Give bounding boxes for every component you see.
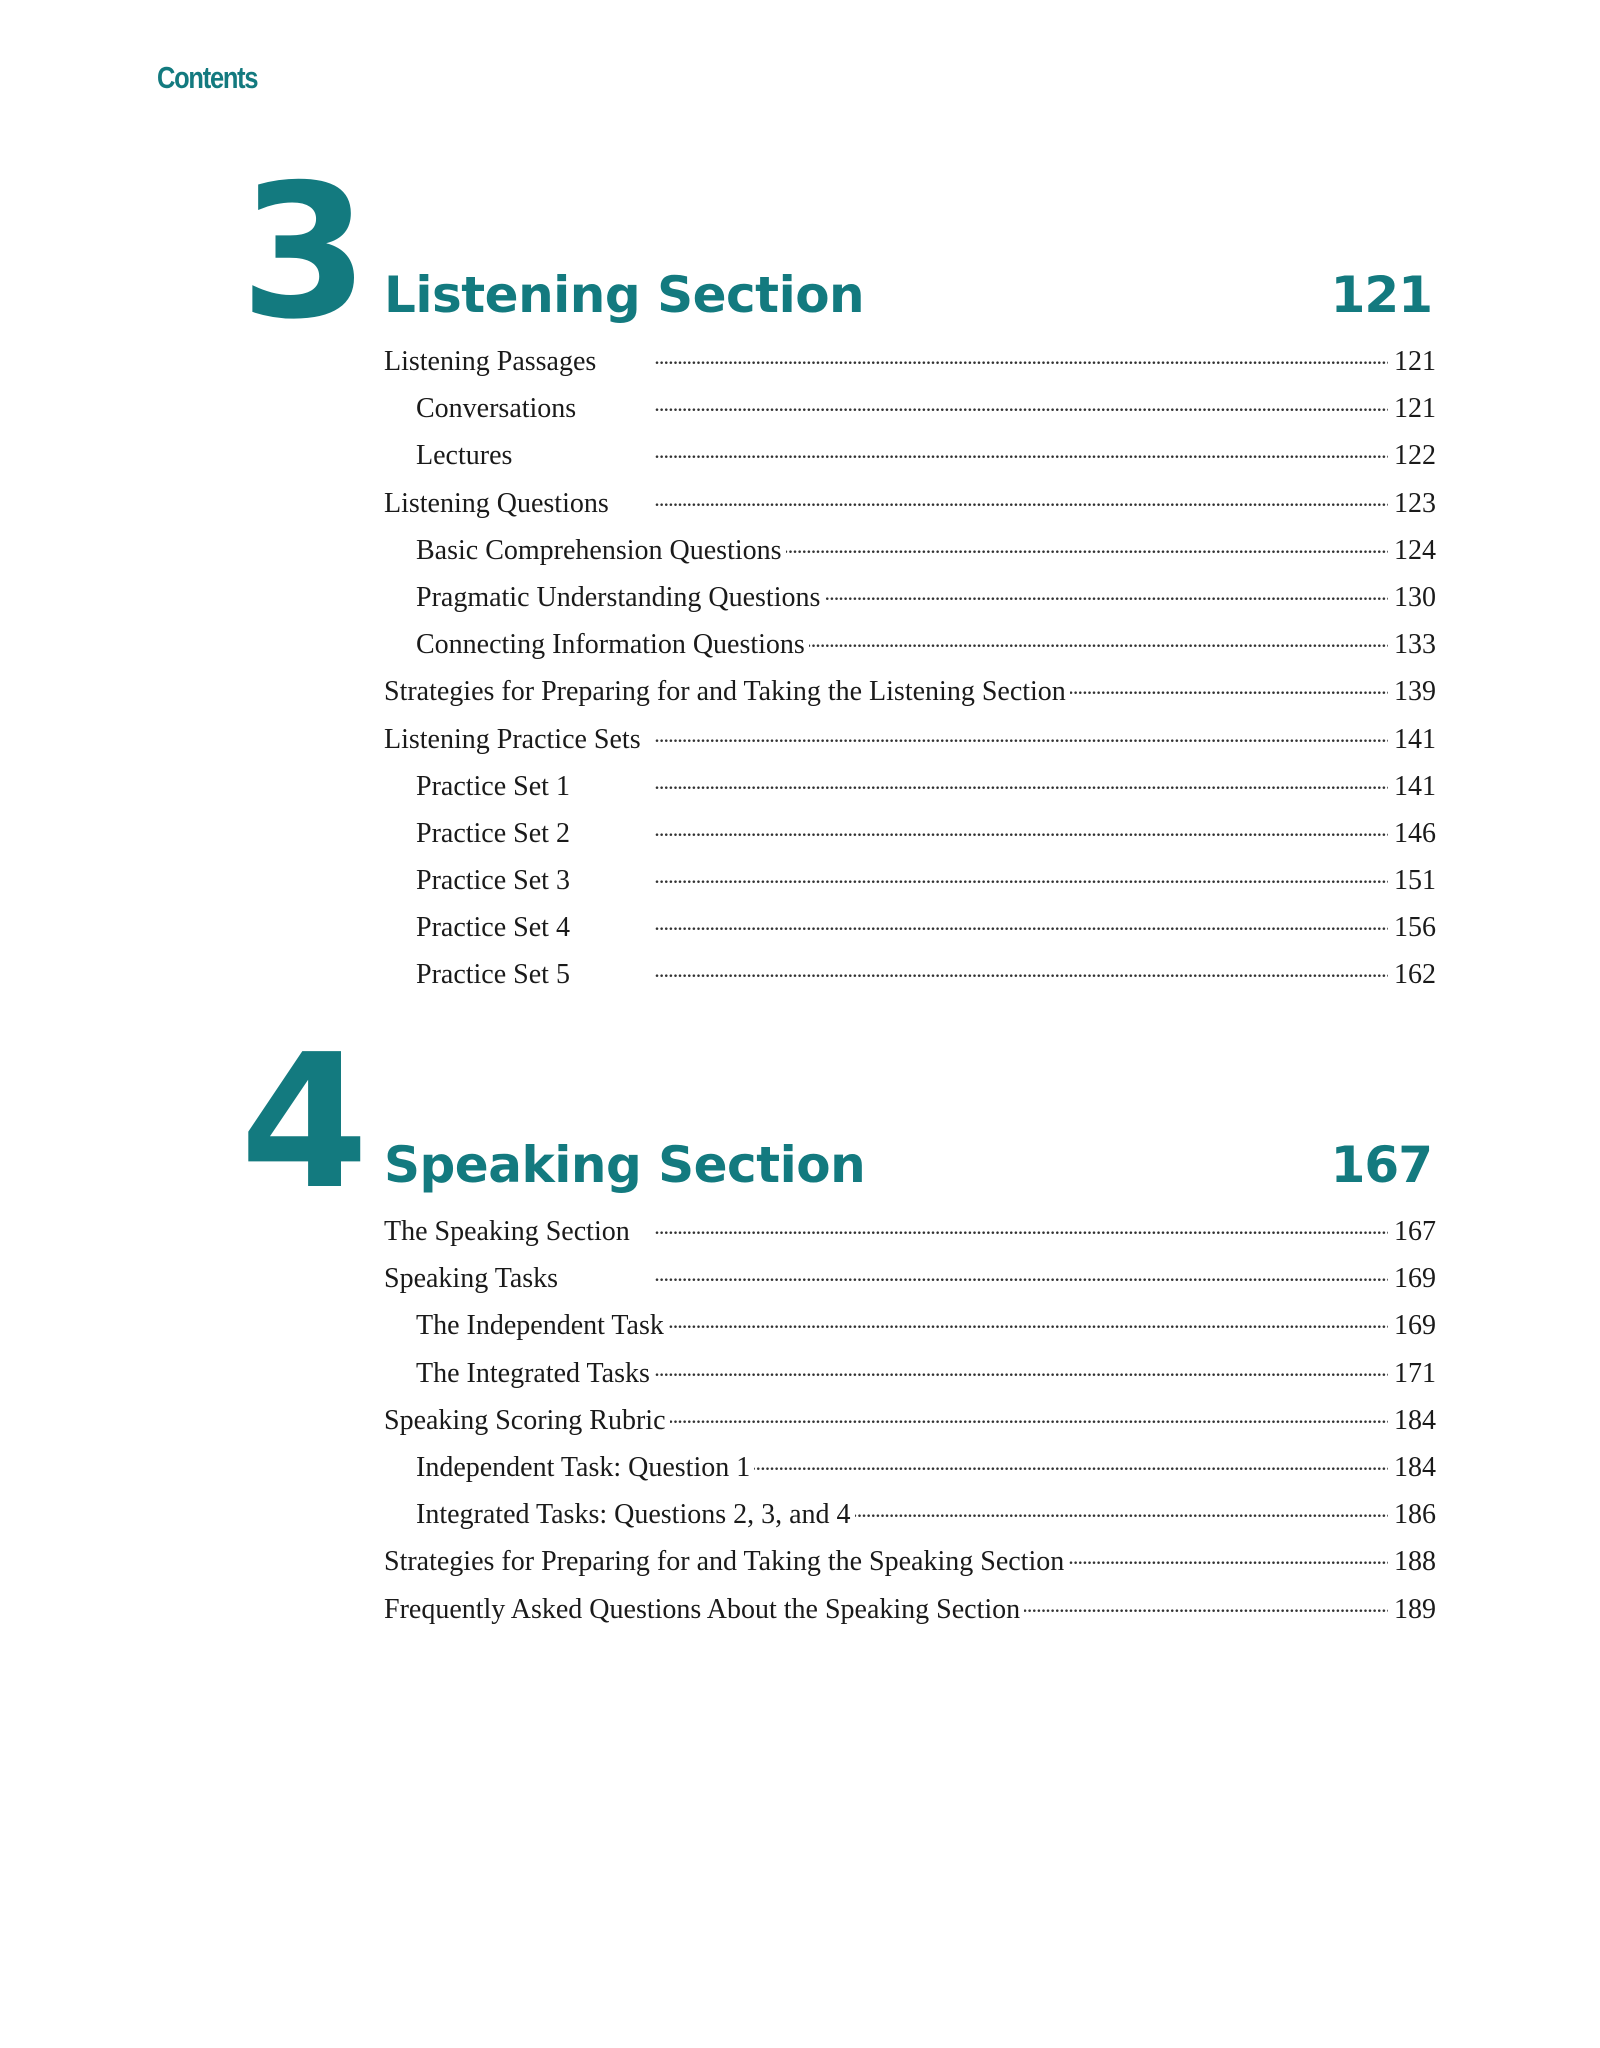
dot-leader xyxy=(580,389,1388,417)
toc-entry-page: 130 xyxy=(1394,581,1436,613)
dot-leader xyxy=(600,342,1388,370)
toc-entry-page: 146 xyxy=(1394,817,1436,849)
toc-entry-label: Practice Set 2 xyxy=(416,817,570,849)
toc-entry-label: Practice Set 5 xyxy=(416,959,570,991)
toc-entry[interactable] xyxy=(384,1542,1436,1589)
toc-entry-page: 139 xyxy=(1394,676,1436,708)
dot-leader xyxy=(574,861,1388,889)
toc-entry-label: Frequently Asked Questions About the Speaking Section xyxy=(384,1593,1021,1625)
toc-entry-page: 121 xyxy=(1394,393,1436,425)
toc-entry-page: 189 xyxy=(1394,1593,1436,1625)
toc-entry-label: Speaking Scoring Rubric xyxy=(384,1404,666,1436)
chapter-number: 4 xyxy=(240,1014,365,1230)
toc-entry-page: 169 xyxy=(1394,1310,1436,1342)
dot-leader xyxy=(668,1306,1388,1334)
toc-entry[interactable] xyxy=(384,955,1436,1002)
toc-entry-label: The Integrated Tasks xyxy=(416,1357,650,1389)
toc-entry[interactable] xyxy=(384,1495,1436,1542)
toc-entry-page: 141 xyxy=(1394,723,1436,755)
toc-entry-label: Basic Comprehension Questions xyxy=(416,534,782,566)
chapter-page-number: 121 xyxy=(1330,266,1432,324)
toc-entry[interactable] xyxy=(384,484,1436,531)
dot-leader xyxy=(645,720,1388,748)
toc-entry[interactable] xyxy=(384,389,1436,436)
toc-list xyxy=(384,1212,1436,1637)
dot-leader xyxy=(670,1401,1388,1429)
toc-entry-page: 123 xyxy=(1394,487,1436,519)
toc-entry[interactable] xyxy=(384,908,1436,955)
toc-entry-label: The Speaking Section xyxy=(384,1216,630,1247)
toc-entry-page: 167 xyxy=(1394,1216,1436,1247)
toc-entry-page: 184 xyxy=(1394,1404,1436,1436)
dot-leader xyxy=(574,908,1388,936)
dot-leader xyxy=(613,484,1388,512)
chapter-number: 3 xyxy=(240,144,365,360)
dot-leader xyxy=(574,955,1388,983)
dot-leader xyxy=(574,814,1388,842)
toc-entry-label: Practice Set 3 xyxy=(416,865,570,897)
toc-entry[interactable] xyxy=(384,625,1436,672)
toc-entry-label: Integrated Tasks: Questions 2, 3, and 4 xyxy=(416,1499,851,1531)
chapter-title[interactable]: Speaking Section xyxy=(384,1136,866,1194)
toc-entry-page: 124 xyxy=(1394,534,1436,566)
toc-entry-page: 133 xyxy=(1394,629,1436,661)
chapter-title[interactable]: Listening Section xyxy=(384,266,865,324)
toc-entry[interactable] xyxy=(384,1306,1436,1353)
toc-entry-label: The Independent Task xyxy=(416,1310,664,1342)
toc-entry-label: Conversations xyxy=(416,393,577,425)
toc-entry-page: 122 xyxy=(1394,440,1436,472)
toc-entry[interactable] xyxy=(384,861,1436,908)
toc-entry-label: Lectures xyxy=(416,440,513,472)
dot-leader xyxy=(754,1448,1388,1476)
toc-entry[interactable] xyxy=(384,1590,1436,1637)
toc-entry-page: 186 xyxy=(1394,1499,1436,1531)
toc-entry[interactable] xyxy=(384,578,1436,625)
toc-entry[interactable] xyxy=(384,1212,1436,1259)
dot-leader xyxy=(1024,1590,1388,1618)
toc-entry[interactable] xyxy=(384,1259,1436,1306)
toc-entry-label: Listening Passages xyxy=(384,346,597,377)
toc-entry-label: Strategies for Preparing for and Taking the Listening Section xyxy=(384,676,1066,708)
toc-entry-page: 184 xyxy=(1394,1451,1436,1483)
dot-leader xyxy=(824,578,1388,606)
toc-entry-page: 121 xyxy=(1394,346,1436,377)
toc-entry[interactable] xyxy=(384,814,1436,861)
toc-entry[interactable] xyxy=(384,1401,1436,1448)
dot-leader xyxy=(786,531,1388,559)
toc-entry[interactable] xyxy=(384,720,1436,767)
dot-leader xyxy=(654,1354,1388,1382)
toc-entry-label: Listening Questions xyxy=(384,487,609,519)
toc-entry-label: Listening Practice Sets xyxy=(384,723,641,755)
chapter-page-number: 167 xyxy=(1330,1136,1432,1194)
toc-list xyxy=(384,342,1436,1003)
toc-entry-label: Connecting Information Questions xyxy=(416,629,805,661)
toc-entry-label: Practice Set 1 xyxy=(416,770,570,802)
toc-entry-label: Pragmatic Understanding Questions xyxy=(416,581,821,613)
toc-entry[interactable] xyxy=(384,672,1436,719)
dot-leader xyxy=(1070,672,1388,700)
dot-leader xyxy=(634,1212,1388,1240)
dot-leader xyxy=(562,1259,1388,1287)
toc-entry-label: Speaking Tasks xyxy=(384,1263,559,1295)
toc-entry-page: 162 xyxy=(1394,959,1436,991)
toc-entry-page: 156 xyxy=(1394,912,1436,944)
running-head: Contents xyxy=(157,60,258,95)
toc-entry-page: 171 xyxy=(1394,1357,1436,1389)
toc-entry-page: 169 xyxy=(1394,1263,1436,1295)
dot-leader xyxy=(574,767,1388,795)
toc-entry[interactable] xyxy=(384,1354,1436,1401)
toc-entry[interactable] xyxy=(384,436,1436,483)
dot-leader xyxy=(809,625,1388,653)
toc-entry-label: Practice Set 4 xyxy=(416,912,570,944)
toc-entry[interactable] xyxy=(384,342,1436,389)
toc-entry[interactable] xyxy=(384,767,1436,814)
dot-leader xyxy=(516,436,1388,464)
toc-entry-label: Independent Task: Question 1 xyxy=(416,1451,751,1483)
dot-leader xyxy=(1068,1542,1388,1570)
toc-entry[interactable] xyxy=(384,531,1436,578)
toc-entry-label: Strategies for Preparing for and Taking the Speaking Section xyxy=(384,1546,1065,1578)
toc-entry[interactable] xyxy=(384,1448,1436,1495)
toc-entry-page: 188 xyxy=(1394,1546,1436,1578)
toc-entry-page: 141 xyxy=(1394,770,1436,802)
dot-leader xyxy=(855,1495,1388,1523)
toc-entry-page: 151 xyxy=(1394,865,1436,897)
